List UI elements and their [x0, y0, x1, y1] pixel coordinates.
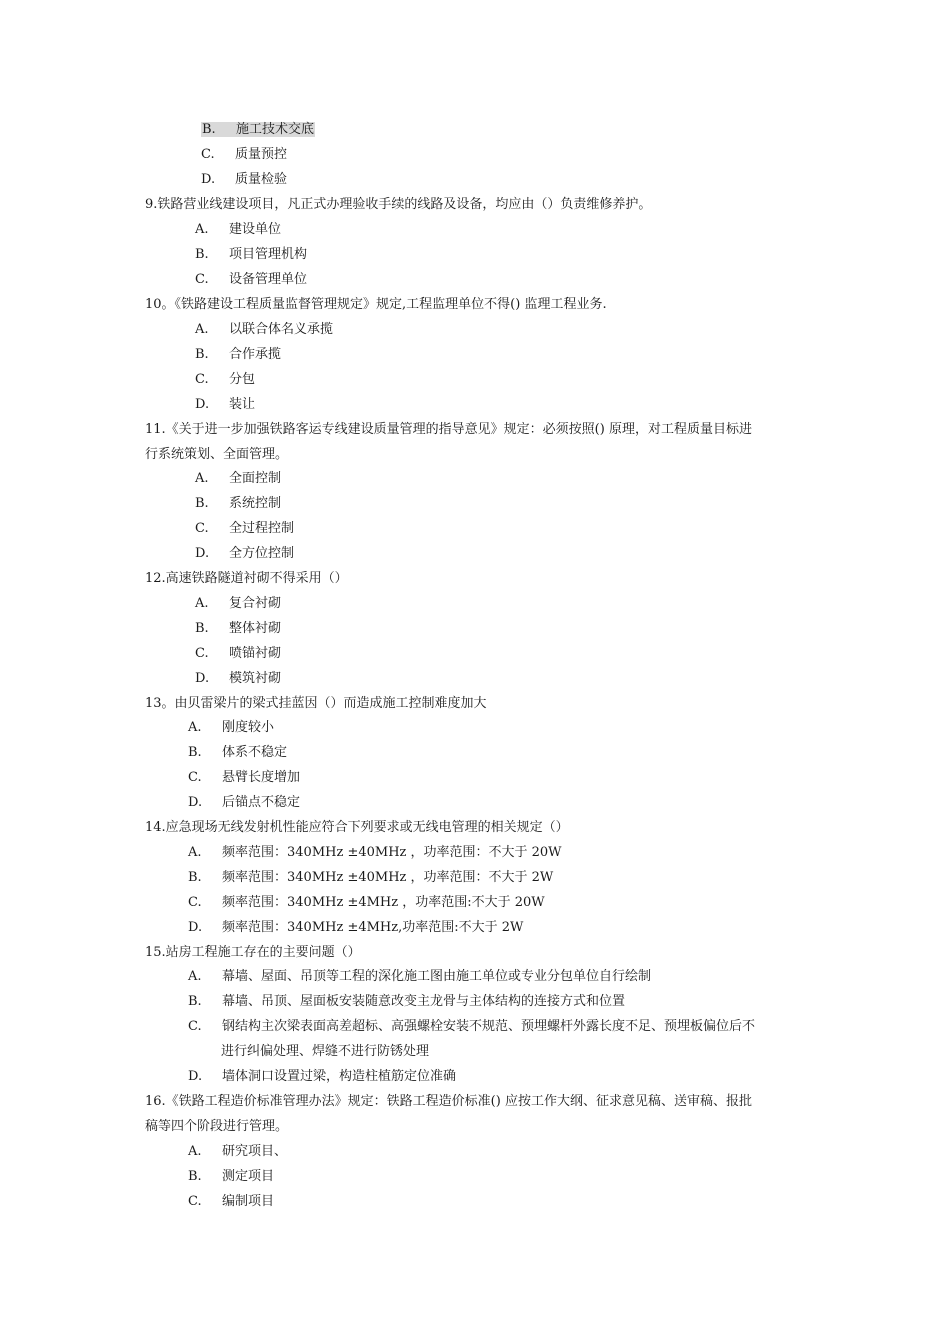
- option-letter: C.: [188, 895, 202, 910]
- option-text: 频率范围：340MHz ±4MHz ，功率范围:不大于 20W: [222, 895, 545, 910]
- q8-option-c: [201, 142, 287, 167]
- option-letter: B.: [195, 247, 209, 262]
- q15-option-b: [188, 989, 625, 1014]
- question-11-continuation: 行系统策划、全面管理。: [145, 447, 289, 462]
- q10-option-b: [195, 342, 281, 367]
- option-text: 频率范围：340MHz ±4MHz,功率范围:不大于 2W: [222, 920, 524, 935]
- option-text: 刚度较小: [222, 720, 275, 735]
- option-text: 设备管理单位: [229, 272, 308, 287]
- q9-option-c: [195, 267, 307, 292]
- q8-option-b: [201, 117, 315, 142]
- q16-option-a: [188, 1139, 287, 1164]
- option-letter: A.: [195, 222, 209, 237]
- option-text: 钢结构主次梁表面高差超标、高强螺栓安装不规范、预埋螺杆外露长度不足、预埋板偏位后不: [222, 1019, 756, 1034]
- option-text: 全过程控制: [229, 521, 295, 536]
- option-text: 装让: [229, 397, 256, 412]
- option-text: 模筑衬砌: [229, 671, 282, 686]
- option-letter: D.: [195, 546, 210, 561]
- q11-option-c: [195, 516, 294, 541]
- option-text: 合作承揽: [229, 347, 282, 362]
- option-text: 建设单位: [229, 222, 282, 237]
- option-letter: C.: [195, 646, 209, 661]
- option-text: 施工技术交底: [236, 122, 315, 137]
- option-letter: C.: [188, 1194, 202, 1209]
- question-9: 9.铁路营业线建设项目，凡正式办理验收手续的线路及设备，均应由（）负责维修养护。: [145, 197, 652, 212]
- q13-option-b: [188, 740, 287, 765]
- q8-option-d: [201, 167, 287, 192]
- option-letter: A.: [195, 471, 209, 486]
- option-letter: B.: [188, 745, 202, 760]
- q14-option-a: [188, 840, 562, 865]
- option-letter: B.: [188, 994, 202, 1009]
- option-text: 频率范围：340MHz ±40MHz ，功率范围：不大于 20W: [222, 845, 562, 860]
- question-16-continuation: 稿等四个阶段进行管理。: [145, 1119, 289, 1134]
- question-11: 11.《关于进一步加强铁路客运专线建设质量管理的指导意见》规定：必须按照() 原理，对工程质量目标进: [145, 422, 752, 437]
- option-text: 项目管理机构: [229, 247, 308, 262]
- option-letter: C.: [188, 1019, 202, 1034]
- question-10: 10。《铁路建设工程质量监督管理规定》规定,工程监理单位不得() 监理工程业务.: [145, 297, 607, 312]
- option-text: 体系不稳定: [222, 745, 288, 760]
- option-text: 以联合体名义承揽: [229, 322, 334, 337]
- question-13: 13。由贝雷梁片的梁式挂蓝因（）而造成施工控制难度加大: [145, 696, 487, 711]
- option-text: 分包: [229, 372, 256, 387]
- q12-option-b: [195, 616, 281, 641]
- option-letter: A.: [188, 969, 202, 984]
- option-text: 后锚点不稳定: [222, 795, 301, 810]
- q11-option-b: [195, 491, 281, 516]
- q10-option-d: [195, 392, 255, 417]
- option-letter: D.: [188, 795, 203, 810]
- option-letter: A.: [188, 845, 202, 860]
- q11-option-d: [195, 541, 294, 566]
- option-letter: C.: [195, 372, 209, 387]
- q15-option-c-continuation: 进行纠偏处理、焊缝不进行防锈处理: [221, 1044, 430, 1059]
- q9-option-a: [195, 217, 281, 242]
- q14-option-b: [188, 865, 553, 890]
- q13-option-a: [188, 715, 274, 740]
- option-letter: C.: [195, 272, 209, 287]
- option-text: 复合衬砌: [229, 596, 282, 611]
- option-letter: C.: [195, 521, 209, 536]
- q10-option-a: [195, 317, 333, 342]
- option-letter: B.: [188, 870, 202, 885]
- question-15: 15.站房工程施工存在的主要问题（）: [145, 945, 361, 960]
- question-16: 16.《铁路工程造价标准管理办法》规定：铁路工程造价标准() 应按工作大纲、征求意见稿、送审稿、报批: [145, 1094, 752, 1109]
- option-text: 悬臂长度增加: [222, 770, 301, 785]
- option-text: 频率范围：340MHz ±40MHz ，功率范围：不大于 2W: [222, 870, 554, 885]
- q11-option-a: [195, 466, 281, 491]
- option-text: 喷锚衬砌: [229, 646, 282, 661]
- q15-option-d: [188, 1064, 456, 1089]
- question-14: 14.应急现场无线发射机性能应符合下列要求或无线电管理的相关规定（）: [145, 820, 569, 835]
- q15-option-c: [188, 1014, 755, 1039]
- option-letter: D.: [188, 1069, 203, 1084]
- option-text: 研究项目、: [222, 1144, 288, 1159]
- option-text: 质量检验: [235, 172, 288, 187]
- option-letter: D.: [201, 172, 216, 187]
- option-letter: D.: [188, 920, 203, 935]
- option-text: 测定项目: [222, 1169, 275, 1184]
- option-text: 编制项目: [222, 1194, 275, 1209]
- option-text: 质量预控: [235, 147, 288, 162]
- q16-option-b: [188, 1164, 274, 1189]
- option-letter: A.: [188, 1144, 202, 1159]
- option-letter: D.: [195, 671, 210, 686]
- option-letter: A.: [195, 322, 209, 337]
- q15-option-a: [188, 964, 651, 989]
- option-letter: B.: [202, 122, 216, 137]
- option-text: 幕墙、吊顶、屋面板安装随意改变主龙骨与主体结构的连接方式和位置: [222, 994, 626, 1009]
- option-letter: B.: [195, 621, 209, 636]
- option-letter: A.: [188, 720, 202, 735]
- option-text: 墙体洞口设置过梁，构造柱植筋定位准确: [222, 1069, 457, 1084]
- option-text: 全方位控制: [229, 546, 295, 561]
- q13-option-c: [188, 765, 300, 790]
- q12-option-c: [195, 641, 281, 666]
- option-letter: B.: [195, 347, 209, 362]
- q14-option-c: [188, 890, 545, 915]
- option-text: 全面控制: [229, 471, 282, 486]
- option-text: 整体衬砌: [229, 621, 282, 636]
- q12-option-d: [195, 666, 281, 691]
- q10-option-c: [195, 367, 255, 392]
- option-letter: D.: [195, 397, 210, 412]
- q12-option-a: [195, 591, 281, 616]
- option-text: 幕墙、屋面、吊顶等工程的深化施工图由施工单位或专业分包单位自行绘制: [222, 969, 652, 984]
- option-letter: B.: [195, 496, 209, 511]
- option-letter: C.: [201, 147, 215, 162]
- option-letter: B.: [188, 1169, 202, 1184]
- question-12: 12.高速铁路隧道衬砌不得采用（）: [145, 571, 348, 586]
- q16-option-c: [188, 1189, 274, 1214]
- q13-option-d: [188, 790, 300, 815]
- option-letter: C.: [188, 770, 202, 785]
- option-letter: A.: [195, 596, 209, 611]
- q9-option-b: [195, 242, 307, 267]
- q14-option-d: [188, 915, 523, 940]
- option-text: 系统控制: [229, 496, 282, 511]
